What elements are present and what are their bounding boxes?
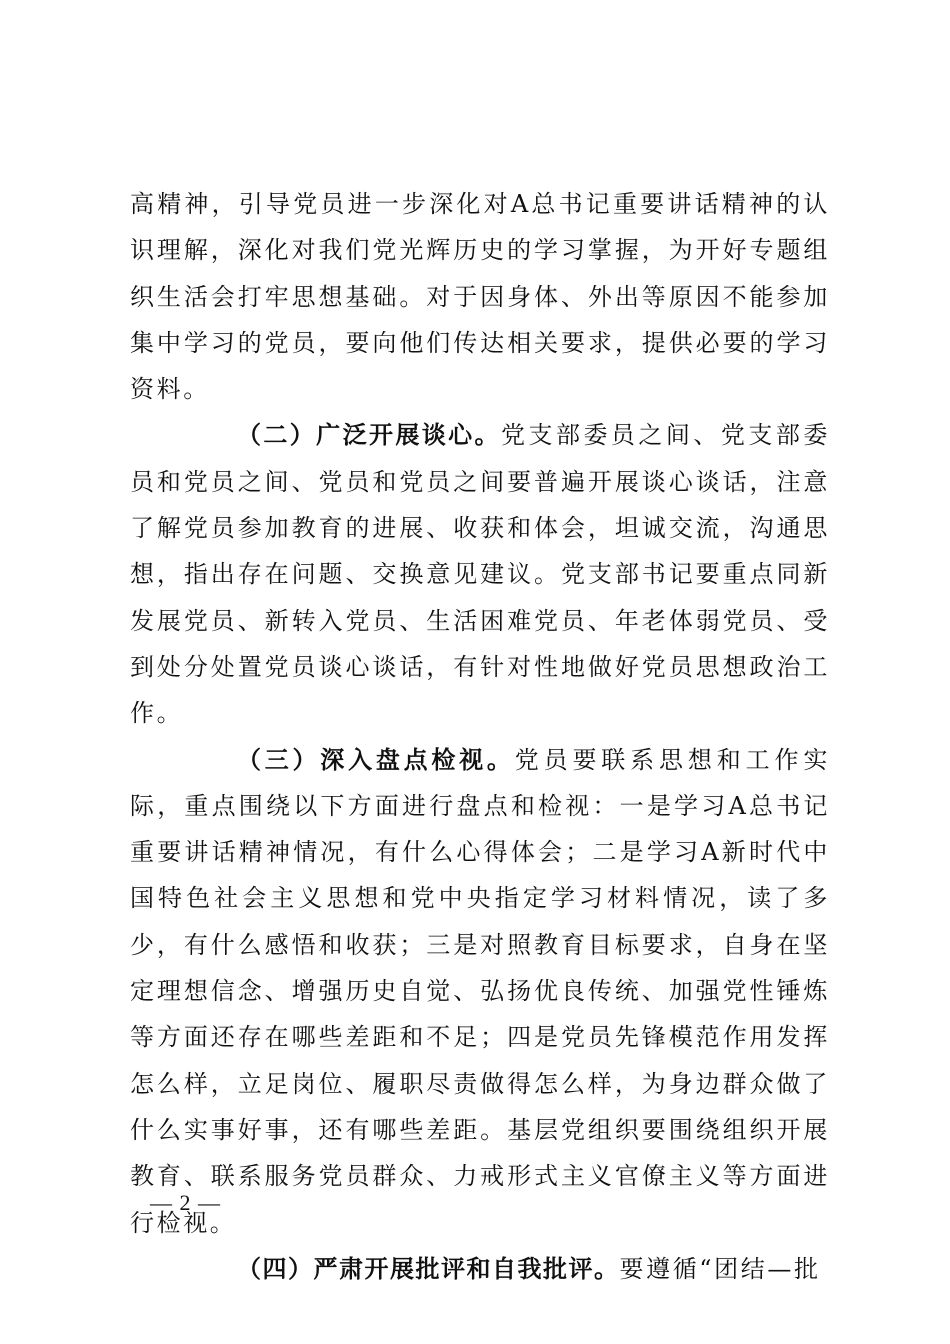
section-heading: （二）广泛开展谈心。 bbox=[237, 421, 501, 450]
section-heading: （三）深入盘点检视。 bbox=[237, 745, 515, 774]
paragraph-criticism bbox=[130, 1246, 830, 1292]
document-body bbox=[130, 181, 830, 1292]
paragraph-text: 党员要联系思想和工作实际，重点围绕以下方面进行盘点和检视：一是学习A总书记重要讲话精神情况，有什么心得体会；二是学习A新时代中国特色社会主义思想和党中央指定学习材料情况，读了多少，有什么感悟和收获；三是对照教育目标要求，自身在坚定理想信念、增强历史自觉、弘扬优良传统、加强党性锤炼等方面还存在哪些差距和不足；四是党员先锋模范作用发挥怎么样，立足岗位、履职尽责做得怎么样，为身边群众做了什么实事好事，还有哪些差距。基层党组织要围绕组织开展教育、联系服务党员群众、力戒形式主义官僚主义等方面进行检视。 bbox=[130, 745, 830, 1237]
paragraph-talk-heart bbox=[130, 412, 830, 736]
paragraph-text: 要遵循“团结—批 bbox=[619, 1254, 821, 1283]
page-number: — 2 — bbox=[150, 1190, 221, 1215]
paragraph-text: 高精神，引导党员进一步深化对A总书记重要讲话精神的认识理解，深化对我们党光辉历史的学习掌握，为开好专题组织生活会打牢思想基础。对于因身体、外出等原因不能参加集中学习的党员，要向他们传达相关要求，提供必要的学习资料。 bbox=[130, 190, 830, 404]
paragraph-text: 党支部委员之间、党支部委员和党员之间、党员和党员之间要普遍开展谈心谈话，注意了解党员参加教育的进展、收获和体会，坦诚交流，沟通思想，指出存在问题、交换意见建议。党支部书记要重点同新发展党员、新转入党员、生活困难党员、年老体弱党员、受到处分处置党员谈心谈话，有针对性地做好党员思想政治工作。 bbox=[130, 421, 830, 728]
paragraph-inspection bbox=[130, 737, 830, 1246]
paragraph-continuation bbox=[130, 181, 830, 412]
section-heading: （四）严肃开展批评和自我批评。 bbox=[237, 1254, 620, 1283]
